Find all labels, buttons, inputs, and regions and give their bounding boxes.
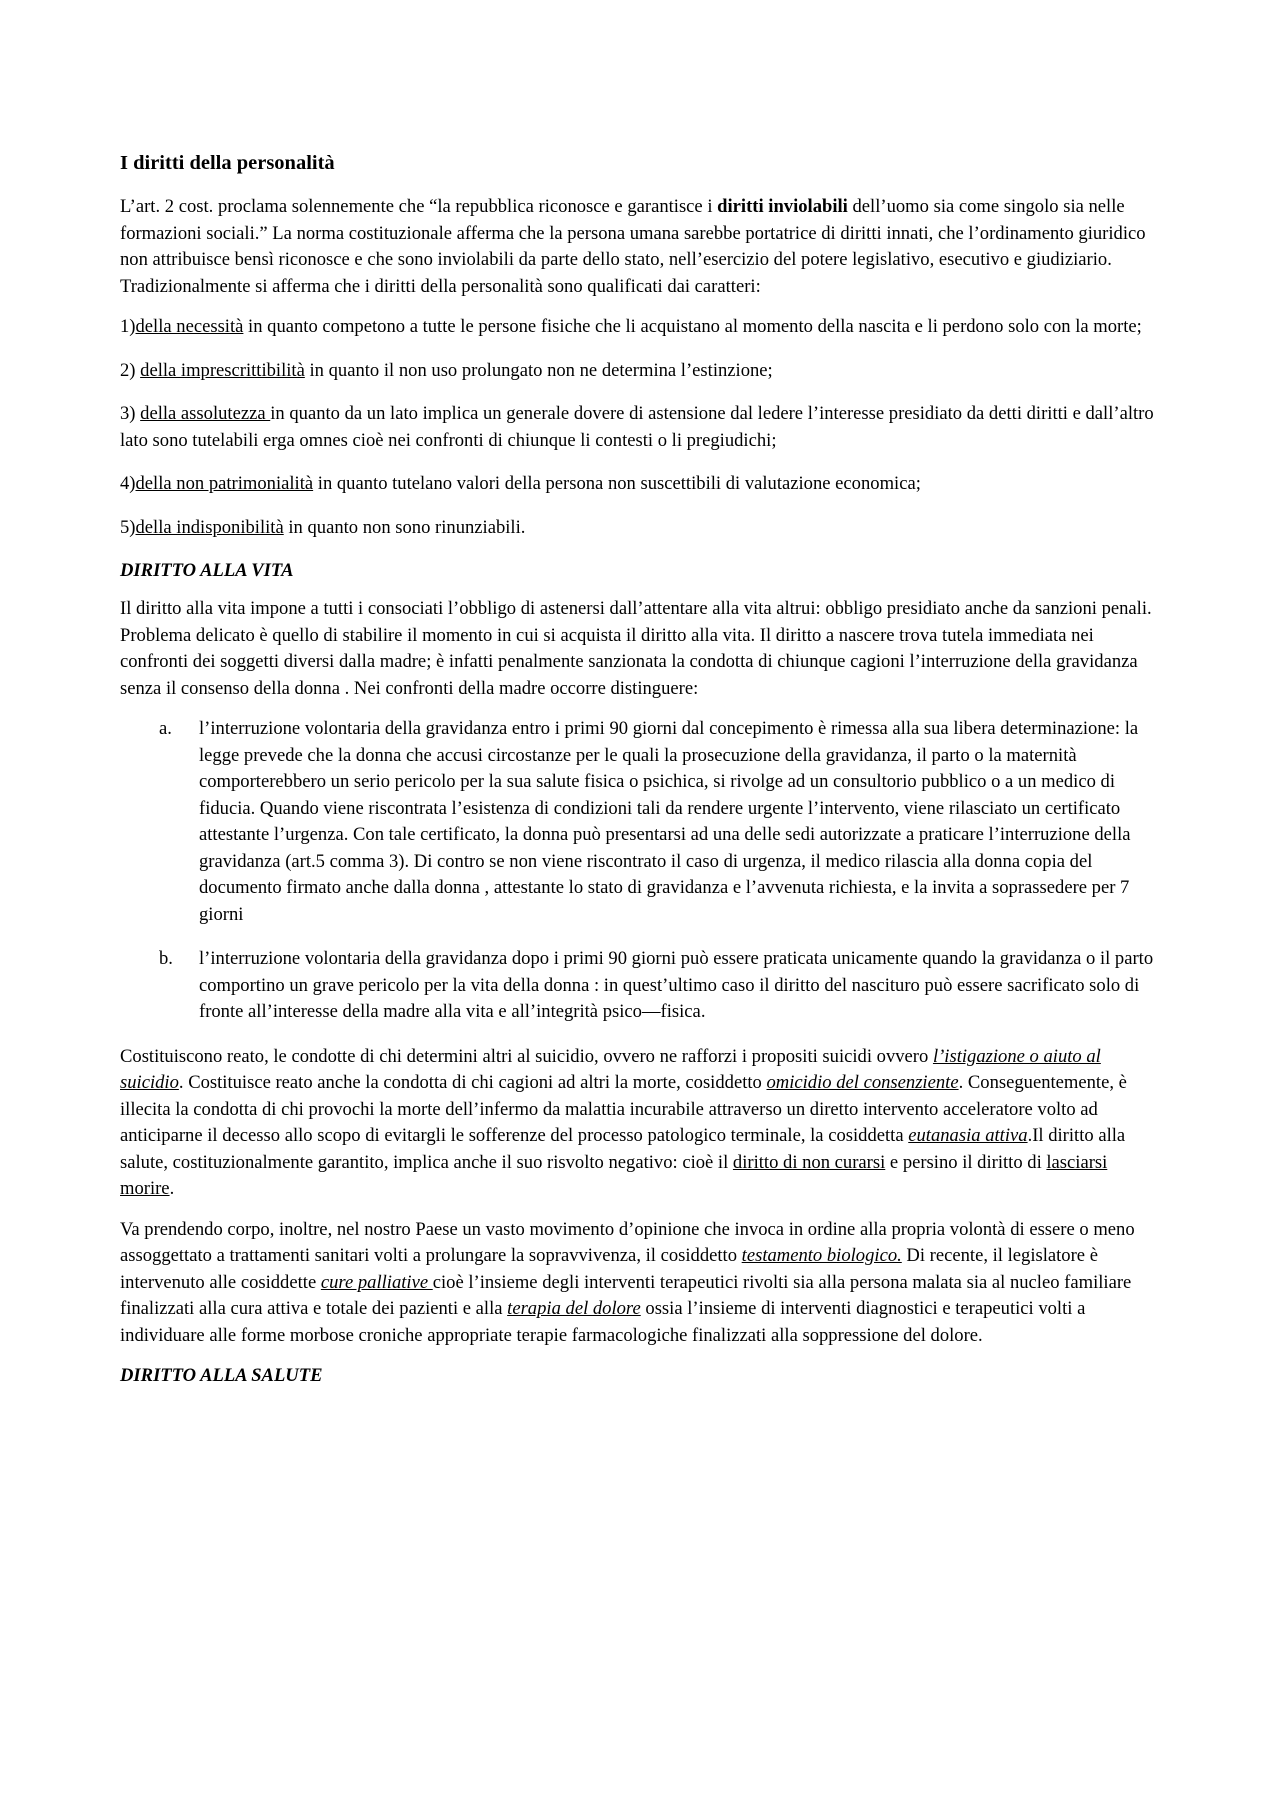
underlined-term: omicidio del consenziente <box>766 1072 959 1093</box>
list-marker: a. <box>159 718 172 739</box>
underlined-term: della necessità <box>135 316 244 337</box>
list-item: b. l’interruzione volontaria della gravidanza dopo i primi 90 giorni può essere praticata unicamente quando la gravidanza o il parto comportino un grave pericolo per la vita della donna : in quest’ultimo caso il diritto del nascituro può essere sacrificato solo di fronte all’interesse della madre alla vita e all’integrità psico—fisica. <box>159 948 1154 1022</box>
vita-intro-paragraph: Il diritto alla vita impone a tutti i consociati l’obbligo di astenersi dall’attentare alla vita altrui: obbligo presidiato anche da sanzioni penali. Problema delicato è quello di stabilire il momento in cui si acquista il diritto alla vita. Il diritto a nascere trova tutela immediata nei confronti dei soggetti diversi dalla madre; è infatti penalmente sanzionata la condotta di chiunque cagioni l’interruzione della gravidanza senza il consenso della donna . Nei confronti della madre occorre distinguere: <box>120 598 1152 699</box>
section-heading-salute: DIRITTO ALLA SALUTE <box>120 1365 323 1386</box>
list-marker: b. <box>159 948 173 969</box>
section-heading-vita: DIRITTO ALLA VITA <box>120 560 294 581</box>
character-item-1: 1)della necessità in quanto competono a tutte le persone fisiche che li acquistano al momento della nascita e li perdono solo con la morte; <box>120 316 1142 337</box>
underlined-term: della non patrimonialità <box>135 473 314 494</box>
underlined-term: testamento biologico. <box>741 1245 902 1266</box>
underlined-term: terapia del dolore <box>507 1298 641 1319</box>
document-page <box>120 150 1165 1401</box>
testament-paragraph: Va prendendo corpo, inoltre, nel nostro Paese un vasto movimento d’opinione che invoca in ordine alla propria volontà di essere o meno assoggettato a trattamenti sanitari volti a prolungare la sopravvivenza, il cosiddetto testamento biologico. Di recente, il legislatore è intervenuto alle cosiddette cure palliative cioè l’insieme degli interventi terapeutici rivolti sia alla persona malata sia al nucleo familiare finalizzati alla cura attiva e totale dei pazienti e alla terapia del dolore ossia l’insieme di interventi diagnostici e terapeutici volti a individuare alle forme morbose croniche appropriate terapie farmacologiche finalizzati alla soppressione del dolore. <box>120 1218 1135 1346</box>
character-item-3: 3) della assolutezza in quanto da un lato implica un generale dovere di astensione dal ledere l’interesse presidiato da detti diritti e dall’altro lato sono tutelabili erga omnes cioè nei confronti di chiunque li contesti o li pregiudichi; <box>120 403 1154 451</box>
underlined-term: della imprescrittibilità <box>140 359 305 381</box>
underlined-term: lasciarsi morire <box>120 1151 1108 1199</box>
page-title: I diritti della personalità <box>120 152 335 174</box>
list-item: a. l’interruzione volontaria della gravidanza entro i primi 90 giorni dal concepimento è rimessa alla sua libera determinazione: la legge prevede che la donna che accusi circostanze per le quali la prosecuzione della gravidanza, il parto o la maternità comporterebbero un serio pericolo per la sua salute fisica o psichica, si rivolge ad un consultorio pubblico o a un medico di fiducia. Quando viene riscontrata l’esistenza di condizioni tali da rendere urgente l’intervento, viene rilasciato un certificato attestante l’urgenza. Con tale certificato, la donna può presentarsi ad una delle sedi autorizzate a praticare l’interruzione della gravidanza (art.5 comma 3). Di contro se non viene riscontrato il caso di urgenza, il medico rilascia alla donna copia del documento firmato anche dalla donna , attestante lo stato di gravidanza e l’avvenuta richiesta, e la invita a soprassedere per 7 giorni <box>159 718 1139 925</box>
intro-paragraph: L’art. 2 cost. proclama solennemente che “la repubblica riconosce e garantisce i diritti inviolabili dell’uomo sia come singolo sia nelle formazioni sociali.” La norma costituzionale afferma che la persona umana sarebbe portatrice di diritti innati, che l’ordinamento giuridico non attribuisce bensì riconosce e che sono inviolabili da parte dello stato, nell’esercizio del potere legislativo, esecutivo e giudiziario. Tradizionalmente si afferma che i diritti della personalità sono qualificati dai caratteri: <box>120 196 1146 297</box>
character-item-5: 5)della indisponibilità in quanto non sono rinunziabili. <box>120 516 526 538</box>
character-item-4: 4)della non patrimonialità in quanto tutelano valori della persona non suscettibili di valutazione economica; <box>120 473 921 494</box>
bold-term: diritti inviolabili <box>717 196 848 217</box>
character-item-2: 2) della imprescrittibilità in quanto il non uso prolungato non ne determina l’estinzione; <box>120 359 773 381</box>
underlined-term: cure palliative <box>320 1271 433 1293</box>
interruption-list <box>120 716 1165 1026</box>
underlined-term: diritto di non curarsi <box>732 1151 886 1173</box>
suicide-paragraph: Costituiscono reato, le condotte di chi determini altri al suicidio, ovvero ne rafforzi i propositi suicidi ovvero l’istigazione o aiuto al suicidio. Costituisce reato anche la condotta di chi cagioni ad altri la morte, cosiddetto omicidio del consenziente. Conseguentemente, è illecita la condotta di chi provochi la morte dell’infermo da malattia incurabile attraverso un diretto intervento acceleratore volto ad anticiparne il decesso allo scopo di evitargli le sofferenze del processo patologico terminale, la cosiddetta eutanasia attiva.Il diritto alla salute, costituzionalmente garantito, implica anche il suo risvolto negativo: cioè il diritto di non curarsi e persino il diritto di lasciarsi morire. <box>120 1045 1127 1199</box>
underlined-term: eutanasia attiva <box>908 1125 1028 1146</box>
underlined-term: l’istigazione o aiuto al suicidio <box>120 1045 1101 1093</box>
underlined-term: della assolutezza <box>140 403 271 424</box>
underlined-term: della indisponibilità <box>135 516 284 538</box>
